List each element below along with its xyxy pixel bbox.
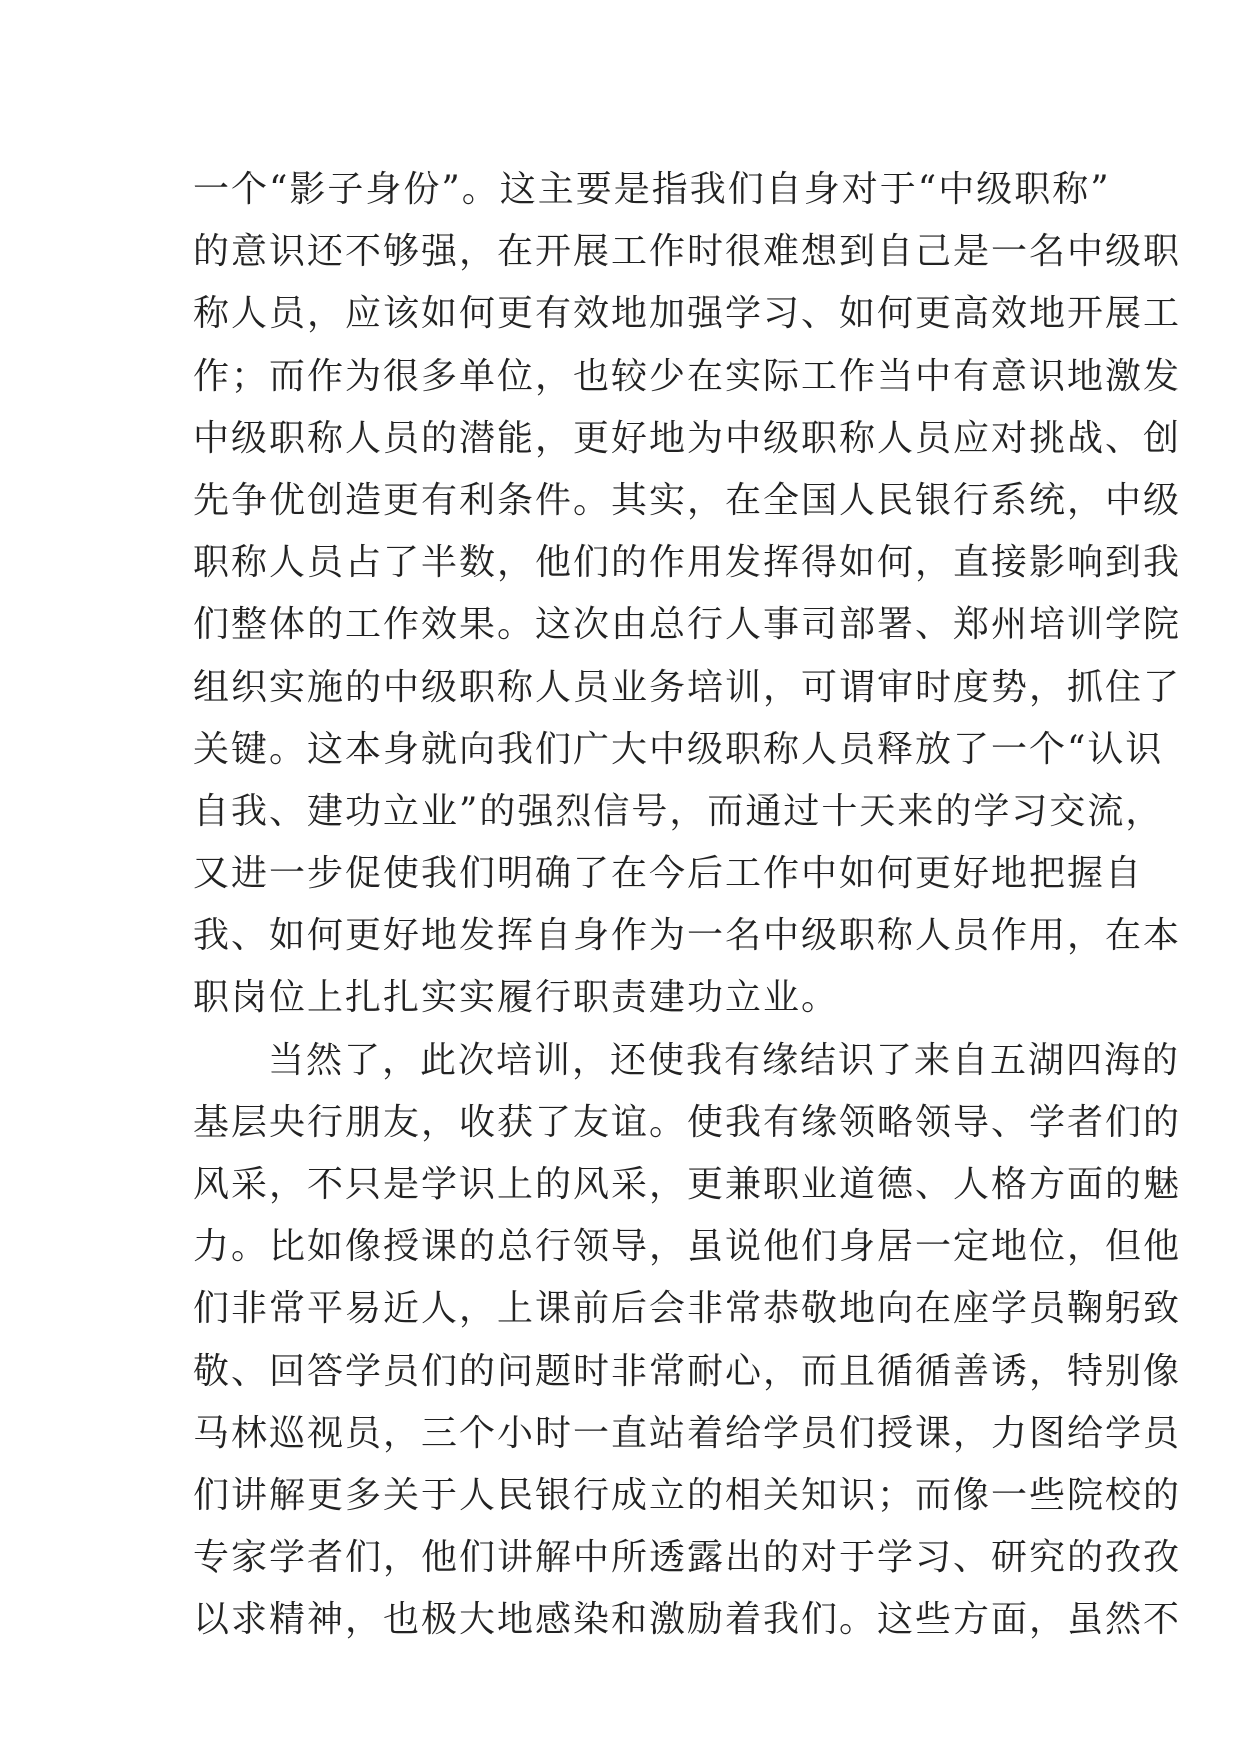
paragraph-1-line: 称人员，应该如何更有效地加强学习、如何更高效地开展工 [193,293,1182,335]
paragraph-1-line: 组织实施的中级职称人员业务培训，可谓审时度势，抓住了 [193,666,1182,708]
paragraph-1-line: 们整体的工作效果。这次由总行人事司部署、郑州培训学院 [193,604,1182,646]
paragraph-1-line: 职称人员占了半数，他们的作用发挥得如何，直接影响到我 [193,542,1182,584]
paragraph-2-line: 以求精神，也极大地感染和激励着我们。这些方面，虽然不 [193,1599,1182,1641]
paragraph-2-line: 力。比如像授课的总行领导，虽说他们身居一定地位，但他 [193,1226,1182,1268]
paragraph-2-first-line: 当然了，此次培训，还使我有缘结识了来自五湖四海的 [268,1039,1181,1081]
paragraph-1-line: 又进一步促使我们明确了在今后工作中如何更好地把握自 [193,853,1144,895]
paragraph-1 [193,159,1182,1030]
paragraph-2-line: 基层央行朋友，收获了友谊。使我有缘领略领导、学者们的 [193,1101,1182,1143]
paragraph-1-line: 中级职称人员的潜能，更好地为中级职称人员应对挑战、创 [193,417,1182,459]
paragraph-1-line: 职岗位上扎扎实实履行职责建功立业。 [193,977,840,1019]
paragraph-1-line: 先争优创造更有利条件。其实，在全国人民银行系统，中级 [193,479,1182,521]
paragraph-1-line: 关键。这本身就向我们广大中级职称人员释放了一个“认识 [193,728,1164,770]
paragraph-1-line: 一个“影子身份”。这主要是指我们自身对于“中级职称” [193,169,1111,210]
paragraph-1-line: 自我、建功立业”的强烈信号，而通过十天来的学习交流， [193,790,1164,832]
paragraph-2-line: 们讲解更多关于人民银行成立的相关知识；而像一些院校的 [193,1474,1182,1516]
document-body [193,159,1182,1652]
paragraph-1-line: 的意识还不够强，在开展工作时很难想到自己是一名中级职 [193,231,1182,273]
paragraph-1-line: 我、如何更好地发挥自身作为一名中级职称人员作用，在本 [193,915,1182,957]
paragraph-2-line: 们非常平易近人，上课前后会非常恭敬地向在座学员鞠躬致 [193,1288,1182,1330]
paragraph-2-line: 专家学者们，他们讲解中所透露出的对于学习、研究的孜孜 [193,1537,1182,1579]
paragraph-2-line: 敬、回答学员们的问题时非常耐心，而且循循善诱，特别像 [193,1350,1182,1392]
paragraph-2-line: 风采，不只是学识上的风采，更兼职业道德、人格方面的魅 [193,1164,1182,1205]
paragraph-2-line: 马林巡视员，三个小时一直站着给学员们授课，力图给学员 [193,1412,1182,1454]
paragraph-2 [193,1030,1182,1652]
paragraph-1-line: 作；而作为很多单位，也较少在实际工作当中有意识地激发 [193,355,1182,397]
